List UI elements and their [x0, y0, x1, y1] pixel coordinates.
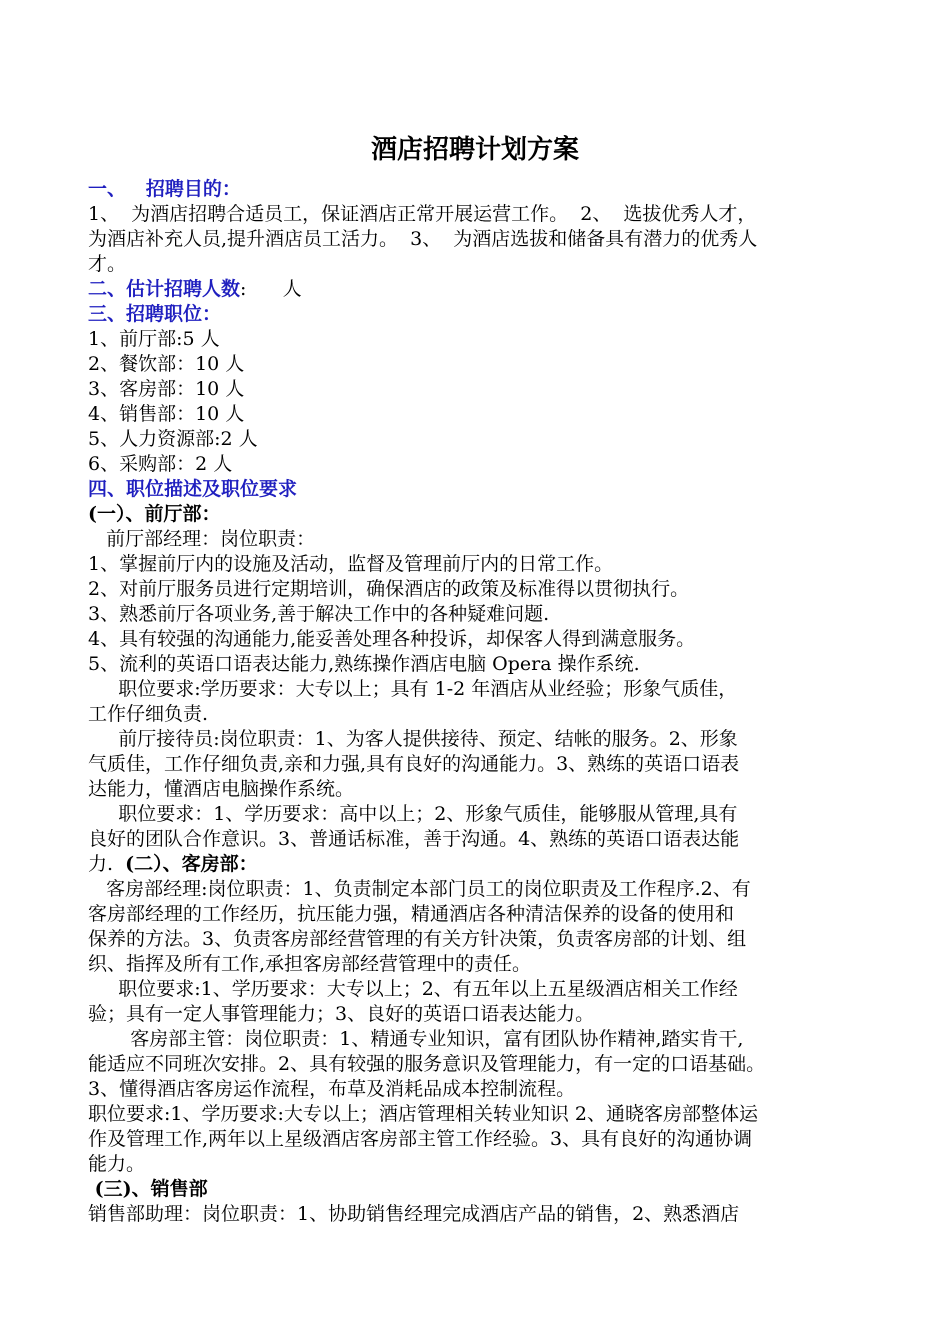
- front-office-line: 3、熟悉前厅各项业务,善于解决工作中的各种疑难问题.: [88, 603, 550, 625]
- position-item: 2、餐饮部：10 人: [88, 353, 245, 375]
- sales-line: 销售部助理：岗位职责：1、协助销售经理完成酒店产品的销售，2、熟悉酒店: [88, 1203, 740, 1225]
- front-office-line: 达能力，懂酒店电脑操作系统。: [88, 778, 355, 800]
- front-office-last-text: 力.: [88, 853, 126, 875]
- section-3-heading: 三、招聘职位：: [88, 303, 222, 325]
- housekeeping-line: 客房部主管：岗位职责：1、精通专业知识，富有团队协作精神,踏实肯干,: [88, 1028, 744, 1050]
- subsection-housekeeping-heading: (二）、客房部：: [125, 853, 258, 875]
- front-office-line: 前厅部经理：岗位职责：: [88, 528, 316, 550]
- section-2-heading: 二、估计招聘人数: [88, 278, 241, 300]
- housekeeping-line: 客房部经理的工作经历，抗压能力强，精通酒店各种清洁保养的设备的使用和: [88, 903, 735, 925]
- front-office-line: 职位要求:学历要求：大专以上；具有 1-2 年酒店从业经验；形象气质佳，: [88, 678, 738, 700]
- front-office-last-line: [88, 852, 258, 877]
- housekeeping-line: 3、懂得酒店客房运作流程，布草及消耗品成本控制流程。: [88, 1078, 576, 1100]
- front-office-line: 良好的团队合作意识。3、普通话标准，善于沟通。4、熟练的英语口语表达能: [88, 828, 740, 850]
- housekeeping-line: 保养的方法。3、负责客房部经营管理的有关方针决策，负责客房部的计划、组: [88, 928, 747, 950]
- housekeeping-line: 织、指挥及所有工作,承担客房部经营管理中的责任。: [88, 953, 532, 975]
- front-office-line: 4、具有较强的沟通能力,能妥善处理各种投诉，却保客人得到满意服务。: [88, 628, 696, 650]
- front-office-line: 工作仔细负责.: [88, 703, 209, 725]
- subsection-sales-heading: (三)、销售部: [88, 1178, 208, 1200]
- section-4-heading: 四、职位描述及职位要求: [88, 478, 298, 500]
- front-office-line: 1、掌握前厅内的设施及活动，监督及管理前厅内的日常工作。: [88, 553, 614, 575]
- front-office-line: 前厅接待员:岗位职责：1、为客人提供接待、预定、结帐的服务。2、形象: [88, 728, 738, 750]
- housekeeping-line: 作及管理工作,两年以上星级酒店客房部主管工作经验。3、具有良好的沟通协调: [88, 1128, 753, 1150]
- position-item: 4、销售部：10 人: [88, 403, 245, 425]
- housekeeping-line: 能适应不同班次安排。2、具有较强的服务意识及管理能力，有一定的口语基础。: [88, 1053, 766, 1075]
- front-office-line: 职位要求：1、学历要求：高中以上；2、形象气质佳，能够服从管理,具有: [88, 803, 738, 825]
- position-item: 3、客房部：10 人: [88, 378, 245, 400]
- section-1-line: 为酒店补充人员,提升酒店员工活力。 3、 为酒店选拔和储备具有潜力的优秀人: [88, 228, 758, 250]
- housekeeping-line: 职位要求:1、学历要求：大专以上；2、有五年以上五星级酒店相关工作经: [88, 978, 738, 1000]
- section-2-value: : 人: [240, 278, 302, 300]
- position-item: 6、采购部：2 人: [88, 453, 233, 475]
- section-1-heading: 一、 招聘目的：: [88, 178, 241, 200]
- position-item: 1、前厅部:5 人: [88, 328, 220, 350]
- subsection-front-office-heading: (一）、前厅部：: [88, 503, 221, 525]
- housekeeping-line: 验；具有一定人事管理能力；3、良好的英语口语表达能力。: [88, 1003, 595, 1025]
- section-1-line: 1、 为酒店招聘合适员工，保证酒店正常开展运营工作。 2、 选拔优秀人才，: [88, 203, 757, 225]
- section-1-line: 才。: [88, 253, 127, 275]
- document-title: 酒店招聘计划方案: [370, 135, 579, 165]
- housekeeping-line: 客房部经理:岗位职责：1、负责制定本部门员工的岗位职责及工作程序.2、有: [88, 878, 751, 900]
- front-office-line: 5、流利的英语口语表达能力,熟练操作酒店电脑 Opera 操作系统.: [88, 653, 640, 675]
- front-office-line: 2、对前厅服务员进行定期培训，确保酒店的政策及标准得以贯彻执行。: [88, 578, 690, 600]
- housekeeping-line: 能力。: [88, 1153, 146, 1175]
- housekeeping-line: 职位要求:1、学历要求:大专以上；酒店管理相关转业知识 2、通晓客房部整体运: [88, 1103, 759, 1125]
- front-office-line: 气质佳，工作仔细负责,亲和力强,具有良好的沟通能力。3、熟练的英语口语表: [88, 753, 740, 775]
- position-item: 5、人力资源部:2 人: [88, 428, 258, 450]
- section-2-line: [88, 277, 302, 302]
